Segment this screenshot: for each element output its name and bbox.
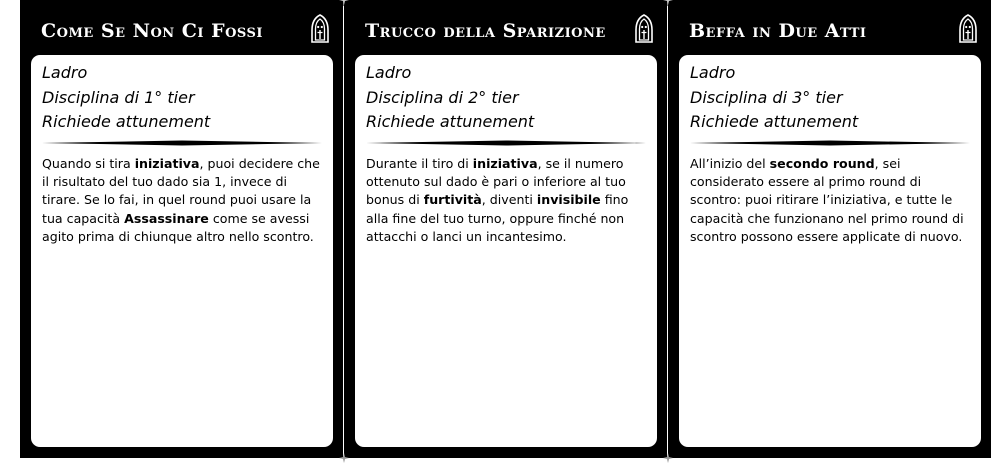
hooded-rogue-icon xyxy=(957,14,979,44)
card-description xyxy=(690,155,970,247)
description-text: , sei considerato essere al primo round di scontro: puoi ritirare l’iniziativa, e tutte le capacità che funzionano nel primo round di scontro possono essere applicate di nuovo. xyxy=(690,155,964,245)
description-text: Quando si tira xyxy=(42,155,135,171)
card-attunement: Richiede attunement xyxy=(366,112,535,131)
card-description xyxy=(366,155,646,247)
card-body xyxy=(31,55,333,447)
keyword: furtività xyxy=(423,192,482,208)
ability-card-3[interactable] xyxy=(668,0,991,458)
card-class: Ladro xyxy=(366,63,412,82)
divider xyxy=(42,137,322,149)
sparkle-icon xyxy=(339,453,349,463)
card-title: Beffa in Due Atti xyxy=(689,20,867,42)
keyword: invisibile xyxy=(536,192,601,208)
card-class: Ladro xyxy=(42,63,88,82)
divider xyxy=(366,137,646,149)
hooded-rogue-icon xyxy=(633,14,655,44)
description-text: , se il numero ottenuto sul dado è pari o inferiore al tuo bonus di xyxy=(366,155,626,208)
keyword: secondo round xyxy=(769,155,875,171)
card-tier: Disciplina di 2° tier xyxy=(366,87,519,107)
card-attunement: Richiede attunement xyxy=(42,112,211,131)
card-body xyxy=(679,55,981,447)
sparkle-icon xyxy=(663,0,673,5)
card-tier: Disciplina di 3° tier xyxy=(690,87,843,107)
card-class: Ladro xyxy=(690,63,736,82)
description-text: All’inizio del xyxy=(690,155,770,171)
card-title: Trucco della Sparizione xyxy=(365,20,606,42)
ability-card-1[interactable] xyxy=(20,0,343,458)
description-text: fino alla fine del tuo turno, oppure finché non attacchi o lanci un incantesimo. xyxy=(366,192,629,245)
card-title: Come Se Non Ci Fossi xyxy=(41,20,263,42)
divider xyxy=(690,137,970,149)
description-text: , diventi xyxy=(481,192,537,208)
ability-card-2[interactable] xyxy=(344,0,667,458)
card-tier: Disciplina di 1° tier xyxy=(42,87,195,107)
keyword: iniziativa xyxy=(134,155,200,171)
card-body xyxy=(355,55,657,447)
description-text: Durante il tiro di xyxy=(366,155,473,171)
card-attunement: Richiede attunement xyxy=(690,112,859,131)
keyword: Assassinare xyxy=(124,210,209,226)
card-description xyxy=(42,155,322,247)
keyword: iniziativa xyxy=(472,155,538,171)
hooded-rogue-icon xyxy=(309,14,331,44)
description-text: come se avessi agito prima di chiunque altro nello scontro. xyxy=(42,210,314,245)
sparkle-icon xyxy=(663,453,673,463)
description-text: , puoi decidere che il risultato del tuo dado sia 1, invece di tirare. Se lo fai, in quel round puoi usare la tua capacità xyxy=(42,155,320,226)
sparkle-icon xyxy=(339,0,349,5)
